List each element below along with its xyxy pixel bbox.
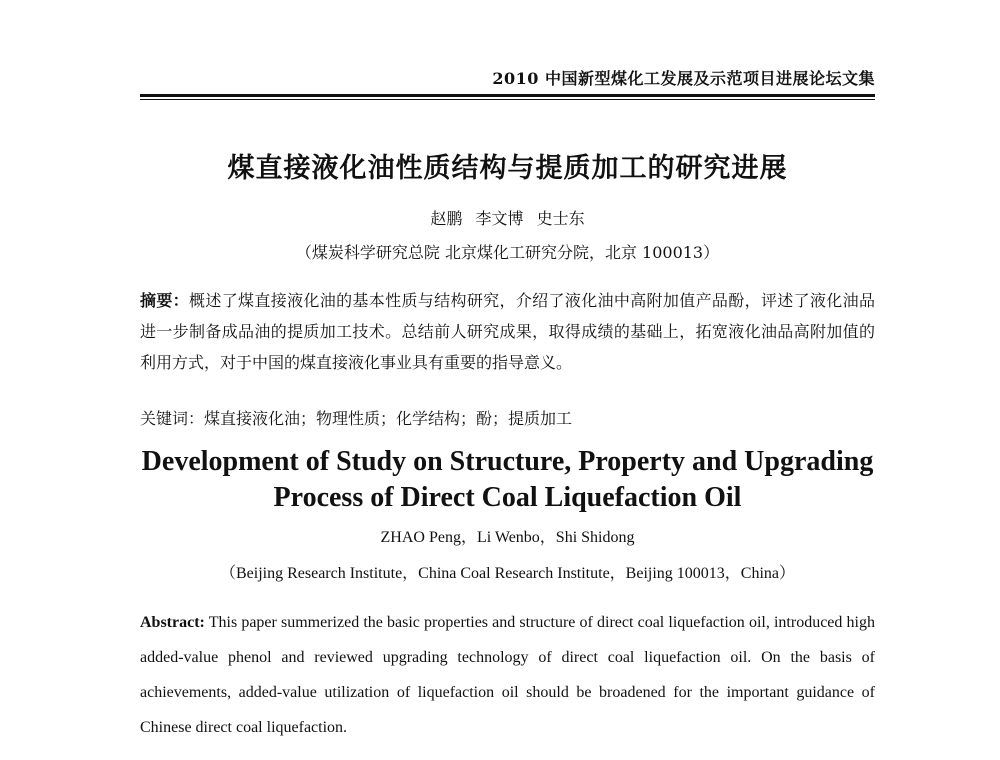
chinese-affiliation: （煤炭科学研究总院 北京煤化工研究分院，北京 100013） (295, 243, 720, 262)
english-abstract-text: This paper summerized the basic properties and structure of direct coal liquefaction oil, introduced high added-value phenol and reviewed upgrading technology of direct coal liquefaction oil. On the basis of achievements, added-value utilization of liquefaction oil should be broadened for the important guidance of Chinese direct coal liquefaction. (140, 614, 875, 736)
header-rule-thin (140, 99, 875, 100)
english-title-line1: Development of Study on Structure, Property and Upgrading (141, 446, 874, 477)
chinese-authors: 赵鹏 李文博 史士东 (430, 209, 585, 228)
chinese-abstract-text: 概述了煤直接液化油的基本性质与结构研究，介绍了液化油中高附加值产品酚，评述了液化油品进一步制备成品油的提质加工技术。总结前人研究成果，取得成绩的基础上，拓宽液化油品高附加值的利用方式，对于中国的煤直接液化事业具有重要的指导意义。 (140, 291, 875, 372)
english-title (140, 444, 875, 516)
english-abstract (140, 605, 875, 745)
chinese-abstract (140, 285, 875, 378)
english-authors: ZHAO Peng，Li Wenbo，Shi Shidong (380, 529, 635, 546)
chinese-title: 煤直接液化油性质结构与提质加工的研究进展 (227, 153, 788, 184)
chinese-keywords (140, 406, 875, 429)
english-abstract-label: Abstract: (140, 614, 205, 631)
english-title-line2: Process of Direct Coal Liquefaction Oil (273, 482, 742, 513)
chinese-abstract-label: 摘要： (140, 291, 190, 310)
chinese-keywords-label: 关键词： (140, 409, 205, 428)
chinese-keywords-text: 煤直接液化油；物理性质；化学结构；酚；提质加工 (204, 409, 573, 428)
english-affiliation: （Beijing Research Institute，China Coal Research Institute，Beijing 100013，China） (219, 565, 796, 582)
running-header: 2010 中国新型煤化工发展及示范项目进展论坛文集 (492, 69, 875, 88)
header-rule-thick (140, 94, 875, 97)
